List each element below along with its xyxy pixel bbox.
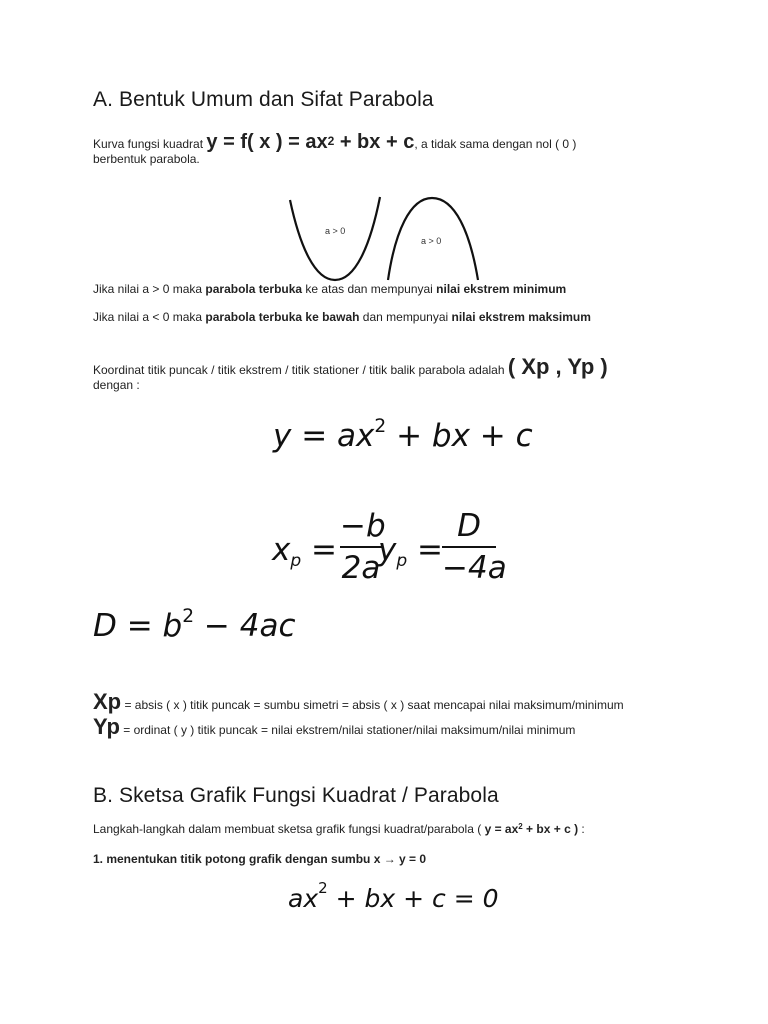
yp-text: = ordinat ( y ) titik puncak = nilai ekstrem/nilai stationer/nilai maksimum/nilai minimum (119, 723, 576, 737)
yp-denominator: −4a (442, 550, 507, 586)
section-b-title: B. Sketsa Grafik Fungsi Kuadrat / Parabola (93, 784, 499, 807)
yp-fraction (442, 508, 507, 586)
yp-var: y (378, 532, 397, 568)
disc-lhs: D = b (93, 608, 183, 644)
upward-parabola-label: a > 0 (325, 226, 346, 236)
xp-fraction-bar (340, 546, 382, 548)
intro-line-2: berbentuk parabola. (93, 152, 200, 166)
steps-formula-lhs: y = ax (481, 822, 519, 836)
disc-exponent: 2 (182, 606, 195, 627)
section-a-title: A. Bentuk Umum dan Sifat Parabola (93, 88, 434, 111)
yp-formula-lhs (378, 532, 444, 571)
xp-denominator: 2a (341, 550, 381, 586)
xp-text: = absis ( x ) titik puncak = sumbu simetri = absis ( x ) saat mencapai nilai maksimum/minimum (121, 698, 624, 712)
rule1-mid: ke atas dan mempunyai (302, 282, 437, 296)
xp-numerator: −b (340, 508, 386, 544)
step-1: 1. menentukan titik potong grafik dengan sumbu x → y = 0 (93, 852, 427, 866)
rule-a-positive (93, 282, 566, 296)
yp-definition (93, 715, 575, 742)
rule2-mid: dan mempunyai (359, 310, 452, 324)
rule2-pre: Jika nilai a < 0 maka (93, 310, 206, 324)
xp-sub: p (290, 551, 302, 571)
yp-fraction-bar (442, 546, 496, 548)
disc-rhs: − 4ac (194, 608, 296, 644)
vertex-coordinate: ( Xp , Yp ) (507, 354, 608, 379)
rule1-bold-1: parabola terbuka (205, 282, 303, 296)
yp-equals: = (407, 532, 444, 568)
steps-intro (93, 822, 585, 836)
rule1-pre: Jika nilai a > 0 maka (93, 282, 206, 296)
steps-formula (481, 822, 578, 836)
inline-quadratic-formula (206, 131, 414, 153)
yp-numerator: D (457, 508, 481, 544)
equation-step1 (288, 879, 499, 913)
formula-exponent: 2 (327, 134, 335, 148)
parabola-figure (285, 192, 485, 284)
equation-discriminant (93, 608, 296, 644)
xp-fraction (340, 508, 386, 586)
eq-main-exponent: 2 (374, 416, 387, 437)
step1-eq-rhs: + bx + c = 0 (327, 884, 499, 913)
steps-end: : (578, 822, 585, 836)
vertex-text: Koordinat titik puncak / titik ekstrem / titik stationer / titik balik parabola adalah (93, 363, 505, 377)
steps-formula-exponent: 2 (518, 822, 523, 831)
rule2-bold-1: parabola terbuka ke bawah (205, 310, 360, 324)
xp-equals: = (301, 532, 338, 568)
step1-eq-exponent: 2 (318, 879, 328, 897)
downward-parabola-label: a > 0 (421, 236, 442, 246)
xp-definition (93, 690, 624, 717)
eq-main-rhs: + bx + c (386, 418, 533, 454)
intro-prefix: Kurva fungsi kuadrat (93, 137, 204, 151)
step1-eq-lhs: ax (288, 884, 319, 913)
vertex-description (93, 355, 608, 382)
formula-rhs: + bx + c (334, 131, 415, 153)
yp-label: Yp (93, 714, 120, 739)
vertex-line-2: dengan : (93, 378, 140, 392)
eq-main-lhs: y = ax (273, 418, 375, 454)
steps-intro-text: Langkah-langkah dalam membuat sketsa grafik fungsi kuadrat/parabola ( (93, 822, 482, 836)
steps-formula-rhs: + bx + c ) (522, 822, 579, 836)
xp-label: Xp (93, 689, 122, 714)
rule-a-negative (93, 310, 591, 324)
xp-formula-lhs (272, 532, 338, 571)
equation-general-form (273, 418, 533, 454)
intro-suffix: , a tidak sama dengan nol ( 0 ) (414, 137, 577, 151)
upward-parabola-curve (290, 197, 380, 280)
yp-sub: p (396, 551, 408, 571)
rule2-bold-2: nilai ekstrem maksimum (451, 310, 591, 324)
rule1-bold-2: nilai ekstrem minimum (436, 282, 567, 296)
formula-lhs: y = f( x ) = ax (206, 131, 328, 153)
xp-var: x (272, 532, 291, 568)
